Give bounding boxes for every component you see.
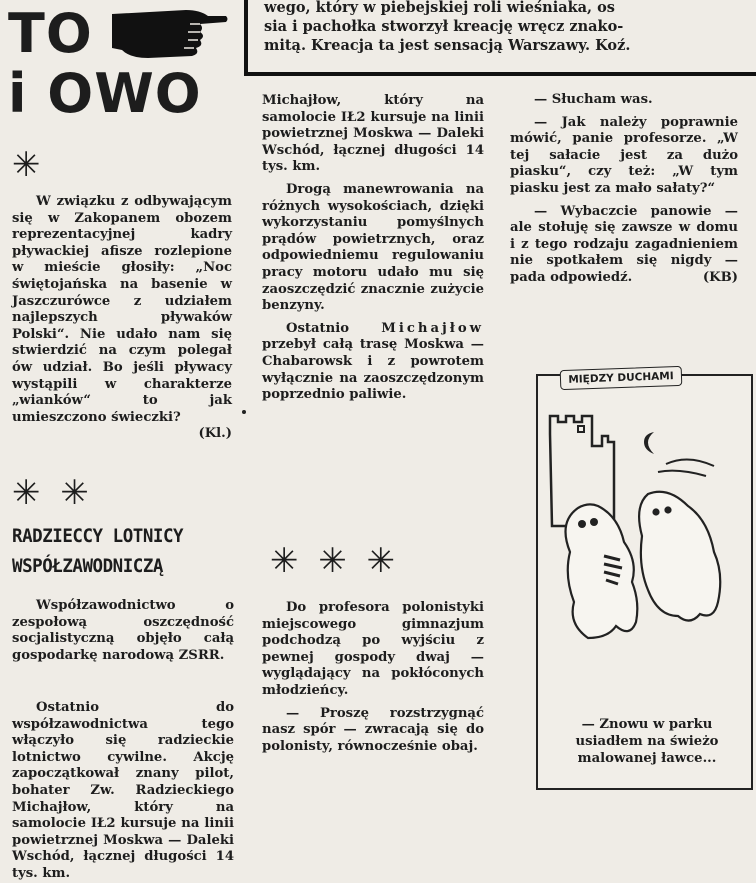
aviators-paragraph: Drogą manewrowania na różnych wysokościach, dzięki wykorzystaniu pomyślnych prądów powietrznych, oraz odpowiedniemu regulowaniu pracy motoru udało mu się zaoszczędzić znacznie zużycie benzyny. (262, 181, 484, 314)
aviators-paragraph-continued: Michajłow, który na samolocie IŁ2 kursuje na linii powietrznej Moskwa — Daleki Wschód, łącznej długości 14 tys. km. (262, 93, 484, 175)
professor-paragraph: — Jak należy poprawnie mówić, panie profesorze. „W tej sałacie jest za dużo piasku“, czy też: „W tym piasku jest za mało sałaty?“ (510, 114, 738, 196)
professor-article (262, 600, 484, 761)
professor-paragraph: Do profesora polonistyki miejscowego gimnazjum podchodzą po wyjściu z pewnej gospody dwaj — wyglądający na pokłóconych młodzieńcy. (262, 600, 484, 698)
masthead-owo: i OWO (8, 62, 202, 125)
aviators-headline-line2: WSPÓŁZAWODNICZĄ (12, 555, 163, 577)
swimmers-article (12, 194, 232, 443)
aviators-headline-line1: RADZIECCY LOTNICY (12, 525, 184, 547)
decorative-dot (242, 410, 246, 414)
top-box-line: wego, który w piebejskiej roli wieśniaka, os (264, 0, 615, 16)
professor-final-paragraph: — Wybaczcie panowie — ale stołuję się zawsze w domu i z tego rodzaju zagadnieniem nie spotkałem się nigdy — pada odpowiedź. (510, 203, 738, 285)
top-box-line: mitą. Kreacja ta jest sensacją Warszawy. Koź. (264, 37, 631, 54)
aviators-p4-rest: przebył całą trasę Moskwa — Chabarowsk i z powrotem wyłącznie na zaoszczędzonym poprzednio paliwie. (262, 337, 484, 403)
aviators-paragraph: Ostatnio do współzawodnictwa tego włączyło się radzieckie lotnictwo cywilne. Akcję zapoczątkował znany pilot, bohater Zw. Radzieckiego Michajłow, który na samolocie IŁ2 kursuje na linii powietrznej Moskwa — Daleki Wschód, łącznej długości 14 tys. km. (12, 700, 234, 881)
aviators-article-part1 (12, 598, 234, 670)
swimmers-article-signature: (Kl.) (198, 426, 232, 442)
aviators-paragraph: Współzawodnictwo o zespołową oszczędność socjalistyczną objęło całą gospodarkę narodową ZSRR. (12, 598, 234, 663)
swimmers-article-body: W związku z odbywającym się w Zakopanem obozem reprezentacyjnej kadry pływackiej afisze rozlepione w mieście głosiły: „Noc świętojańska na basenie w Jaszczurówce z udziałem najlepszych pływaków Polski“. Nie udało nam się stwierdzić na czym polegał ów udział. Bo jeśli pływacy wystąpili w charakterze „wianków“ to jak umieszczono świeczki? (12, 194, 232, 425)
professor-paragraph: — Słucham was. (534, 92, 653, 107)
cartoon-title-label: MIĘDZY DUCHAMI (560, 366, 683, 390)
aviators-article-part2 (12, 700, 234, 881)
aviators-article-continued (262, 93, 484, 410)
top-box-line: sia i pachołka stworzył kreację wręcz znako- (264, 18, 624, 35)
aviators-paragraph (262, 321, 484, 404)
single-star-separator: ✳ (12, 145, 45, 185)
triple-star-separator: ✳ ✳ ✳ (270, 541, 400, 581)
top-article-box (244, 0, 756, 76)
aviators-p4-prefix: Ostatnio (286, 320, 350, 336)
pilot-name: Michajłow (381, 320, 484, 336)
professor-paragraph: — Proszę rozstrzygnąć nasz spór — zwracają się do polonisty, równocześnie obaj. (262, 705, 484, 754)
professor-article-continued (510, 92, 738, 293)
professor-paragraph (510, 204, 738, 287)
pointing-hand-icon (108, 6, 230, 62)
professor-article-signature: (KB) (702, 269, 738, 285)
cartoon-caption: — Znowu w parku usiadłem na świeżo malowanej ławce... (575, 717, 719, 766)
masthead-to: TO (8, 2, 93, 65)
double-star-separator: ✳ ✳ (12, 473, 93, 513)
